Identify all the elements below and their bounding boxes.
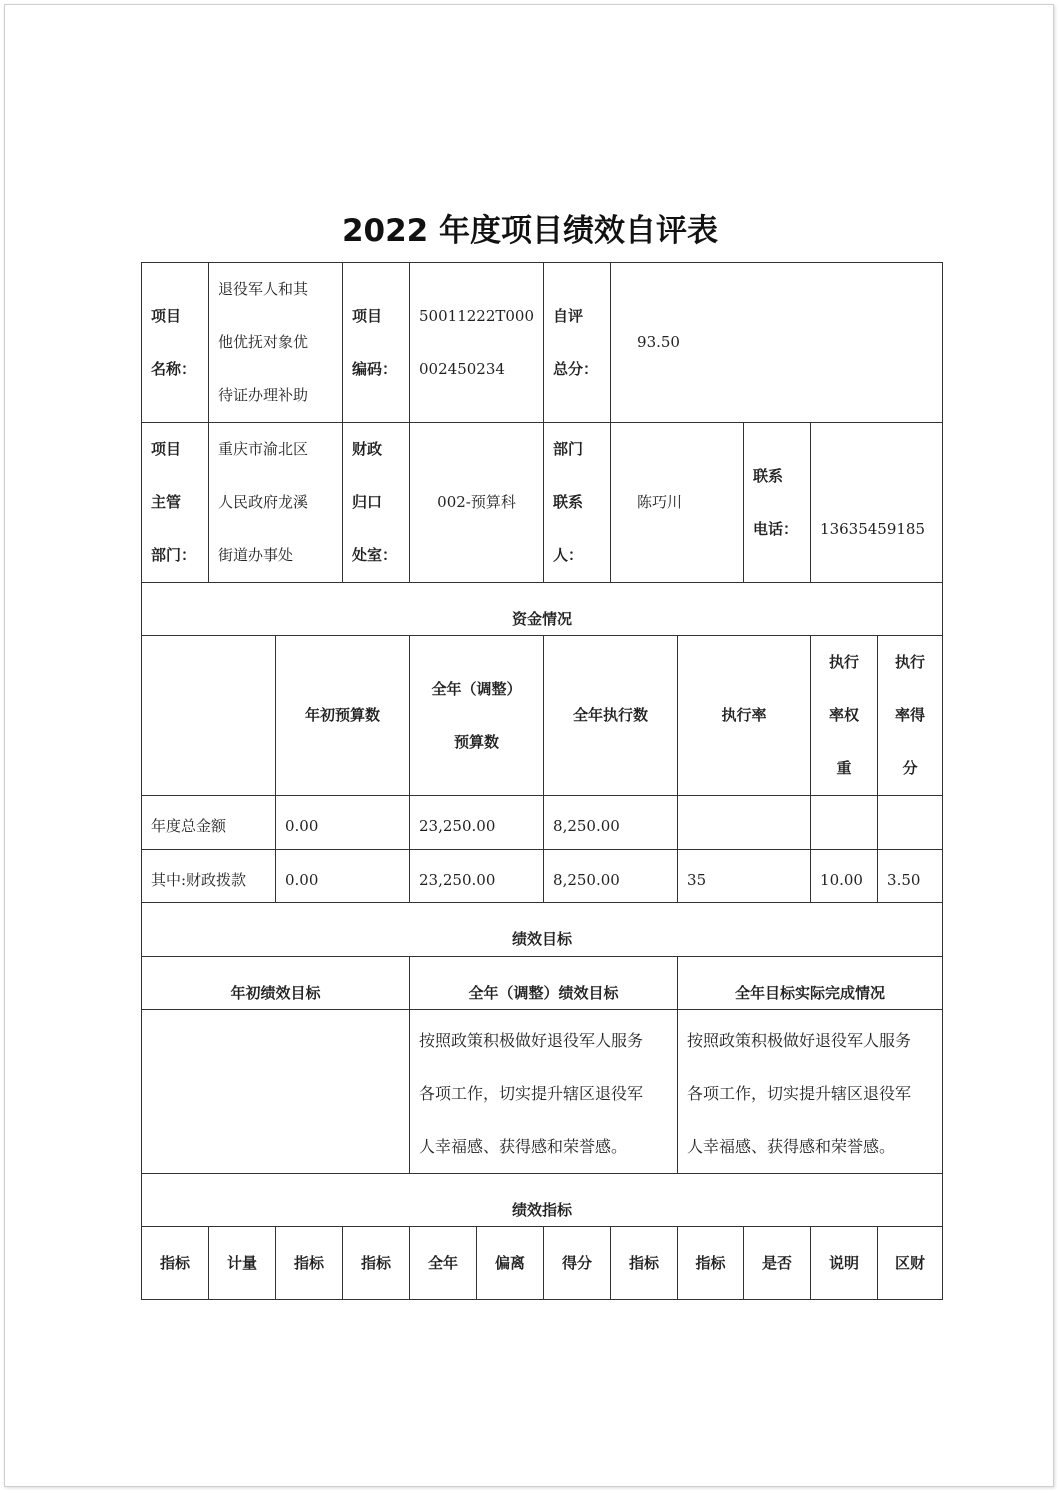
contact-label: 部门 联系 人： bbox=[544, 423, 611, 583]
project-name-value: 退役军人和其 他优抚对象优 待证办理补助 bbox=[209, 263, 343, 423]
funds-row-label: 年度总金额 bbox=[142, 796, 276, 850]
project-code-label: 项目 编码： bbox=[343, 263, 410, 423]
funds-header-executed: 全年执行数 bbox=[544, 636, 678, 796]
finance-office-label: 财政 归口 处室： bbox=[343, 423, 410, 583]
indicator-header: 指标 bbox=[142, 1227, 209, 1300]
funds-cell-weight: 10.00 bbox=[811, 850, 878, 903]
funds-section-row bbox=[142, 583, 943, 636]
funds-cell-initial: 0.00 bbox=[276, 796, 410, 850]
funds-cell-executed: 8,250.00 bbox=[544, 850, 678, 903]
indicators-header-row bbox=[142, 1227, 943, 1300]
funds-header-weight: 执行 率权 重 bbox=[811, 636, 878, 796]
project-name-label: 项目 名称： bbox=[142, 263, 209, 423]
goals-section-title: 绩效目标 bbox=[142, 903, 943, 957]
indicator-header: 指标 bbox=[611, 1227, 678, 1300]
funds-cell-weight bbox=[811, 796, 878, 850]
funds-cell-initial: 0.00 bbox=[276, 850, 410, 903]
funds-cell-rate: 35 bbox=[678, 850, 811, 903]
indicator-header: 指标 bbox=[343, 1227, 410, 1300]
indicator-header: 说明 bbox=[811, 1227, 878, 1300]
funds-row-label: 其中:财政拨款 bbox=[142, 850, 276, 903]
funds-cell-adjusted: 23,250.00 bbox=[410, 796, 544, 850]
funds-row-total bbox=[142, 796, 943, 850]
funds-cell-score bbox=[878, 796, 943, 850]
funds-header-row bbox=[142, 636, 943, 796]
goals-header-adjusted: 全年（调整）绩效目标 bbox=[410, 957, 678, 1010]
goals-actual-value: 按照政策积极做好退役军人服务 各项工作，切实提升辖区退役军 人幸福感、获得感和荣誉感。 bbox=[678, 1010, 943, 1174]
funds-header-rate: 执行率 bbox=[678, 636, 811, 796]
goals-initial-value bbox=[142, 1010, 410, 1174]
indicators-section-row bbox=[142, 1174, 943, 1227]
funds-cell-adjusted: 23,250.00 bbox=[410, 850, 544, 903]
indicator-header: 指标 bbox=[276, 1227, 343, 1300]
funds-header-score: 执行 率得 分 bbox=[878, 636, 943, 796]
department-row bbox=[142, 423, 943, 583]
self-score-value: 93.50 bbox=[611, 263, 943, 423]
phone-label: 联系 电话： bbox=[744, 423, 811, 583]
project-info-row bbox=[142, 263, 943, 423]
indicator-header: 偏离 bbox=[477, 1227, 544, 1300]
contact-value: 陈巧川 bbox=[611, 423, 744, 583]
goals-header-initial: 年初绩效目标 bbox=[142, 957, 410, 1010]
project-code-value: 50011222T000 002450234 bbox=[410, 263, 544, 423]
indicator-header: 计量 bbox=[209, 1227, 276, 1300]
funds-cell-executed: 8,250.00 bbox=[544, 796, 678, 850]
goals-header-actual: 全年目标实际完成情况 bbox=[678, 957, 943, 1010]
funds-row-finance bbox=[142, 850, 943, 903]
indicator-header: 得分 bbox=[544, 1227, 611, 1300]
funds-cell-rate bbox=[678, 796, 811, 850]
goals-content-row bbox=[142, 1010, 943, 1174]
funds-header-initial: 年初预算数 bbox=[276, 636, 410, 796]
dept-label: 项目 主管 部门： bbox=[142, 423, 209, 583]
funds-cell-score: 3.50 bbox=[878, 850, 943, 903]
evaluation-table bbox=[141, 262, 943, 1300]
page-title: 2022 年度项目绩效自评表 bbox=[341, 213, 719, 249]
goals-section-row bbox=[142, 903, 943, 957]
finance-office-value: 002-预算科 bbox=[410, 423, 544, 583]
funds-header-adjusted: 全年（调整） 预算数 bbox=[410, 636, 544, 796]
indicator-header: 区财 bbox=[878, 1227, 943, 1300]
indicator-header: 是否 bbox=[744, 1227, 811, 1300]
phone-value: 13635459185 bbox=[811, 423, 943, 583]
goals-header-row bbox=[142, 957, 943, 1010]
indicators-section-title: 绩效指标 bbox=[142, 1174, 943, 1227]
goals-adjusted-value: 按照政策积极做好退役军人服务 各项工作，切实提升辖区退役军 人幸福感、获得感和荣誉感。 bbox=[410, 1010, 678, 1174]
indicator-header: 指标 bbox=[678, 1227, 744, 1300]
funds-section-title: 资金情况 bbox=[142, 583, 943, 636]
self-score-label: 自评 总分： bbox=[544, 263, 611, 423]
funds-header-empty bbox=[142, 636, 276, 796]
indicator-header: 全年 bbox=[410, 1227, 477, 1300]
dept-value: 重庆市渝北区 人民政府龙溪 街道办事处 bbox=[209, 423, 343, 583]
